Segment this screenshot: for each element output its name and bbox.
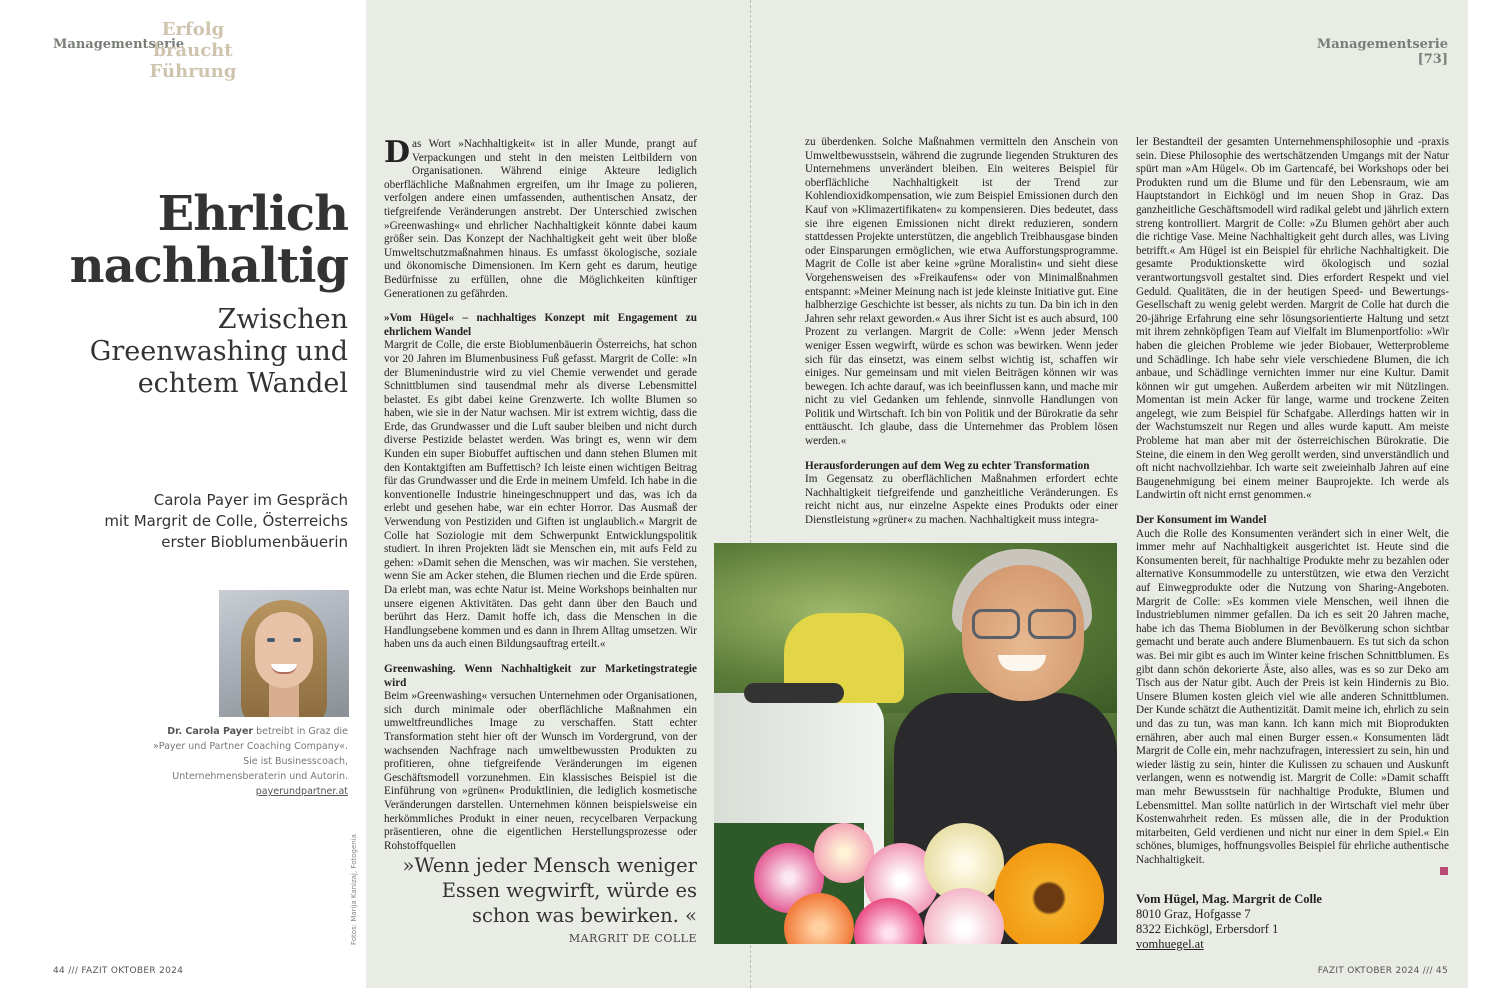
dropcap: D — [384, 135, 411, 170]
paragraph: Margrit de Colle, die erste Bioblumenbäuerin Österreichs, hat schon vor 20 Jahren im Blumenbusiness Fuß gefasst. Margrit de Colle: »In der Blumenindustrie wird zu viel Chemie verwendet und gerade Schnittblumen sind tausendmal mehr als diverse Lebensmittel belastet. Es gibt dabei keine Grenzwerte. Ich wollte Blumen so haben, wie sie in der Natur wachsen. Mir ist extrem wichtig, dass die Erde, das Grundwasser und die Luft sauber bleiben und nicht durch diverse Pestizide belastet werden. Was bringt es, wenn wir dem Kunden ein super Biobuffet auftischen und dann stehen Blumen mit den Kontaktgiften am Buffettisch? Ich leiste einen wichtigen Beitrag für das Grundwasser und die Erde in meinem Umfeld. Ich habe in die konventionelle Industrie hineingeschnuppert und das, was ich da erlebt und gesehen habe, war ein echter Horror. Das Ausmaß der Verwendung von Pestiziden und Giften ist unglaublich.« Margrit de Colle hat Soziologie mit dem Schwerpunkt Entwicklungspolitik studiert. In ihren Projekten lädt sie Menschen ein, mit aufs Feld zu gehen: »Damit sehen die Menschen, was wir machen. Sie verstehen, wenn Sie am Acker stehen, die Blumen riechen und die Erde spüren. Da erlebt man, was echte Natur ist. Meine Workshops beinhalten nur unsere eigenen Aktivitäten. Das geht dann über den Bauch und berührt das Herz. Damit hoffe ich, dass die Menschen in die Handlungsebene kommen und es dann in Ihrem Alltag umsetzen. Wir haben uns da auch einen Bildungsauftrag erteilt.« — [384, 339, 697, 651]
pull-quote: »Wenn jeder Mensch weniger Essen wegwirft, würde es schon was bewirken. « — [402, 854, 697, 927]
title-line: nachhaltig — [69, 238, 348, 294]
section-heading: Der Konsument im Wandel — [1136, 514, 1267, 527]
paragraph: Beim »Greenwashing« versuchen Unternehmen oder Organisationen, sich durch minimale oder oberflächliche Maßnahmen ein umweltfreundliches Image zu verschaffen. Statt echter Transformation steht hier oft der Wunsch im Vordergrund, von der wachsenden Nachfrage nach umweltbewussten Produkten zu profitieren, ohne tiefgreifende Veränderungen im eigenen Geschäftsmodell vorzunehmen. Ein klassisches Beispiel ist die Einführung von »grünen« Produktlinien, die lediglich kosmetische Veränderungen darstellen. Unternehmen können beispielsweise ein herkömmliches Produkt in einer neuen, recycelbaren Verpackung präsentieren, ohne die eigentlichen Herstellungsprozesse oder Rohstoffquellen — [384, 690, 697, 852]
article-title — [20, 188, 348, 292]
series-label-left: Managementserie — [53, 37, 185, 52]
photo-credit: Fotos: Marija Kanizaj, Fotogenia — [350, 834, 358, 945]
author-website-link[interactable]: payerundpartner.at — [255, 786, 348, 797]
end-mark-square — [1440, 867, 1448, 875]
paragraph: Auch die Rolle des Konsumenten verändert sich in einer Welt, die immer mehr auf Nachhaltigkeit ausgerichtet ist. Heute sind die Konsumenten bereit, für nachhaltige Produkte mehr zu bezahlen oder alternative Konsummodelle zu unterstützen, wie etwa den Verzicht auf Einwegprodukte oder die Nutzung von Sharing-Angeboten. Margrit de Colle: »Es kommen viele Menschen, weil ihnen die Industrieblumen nimmer gefallen. Da ich es seit 20 Jahren mache, habe ich das Thema Bioblumen in der Bevölkerung schon sichtbar gemacht und berate auch andere Blumenbauern. Es tut sich da schon was. Bei mir gibt es auch im Winter keine frischen Schnittblumen. Es gibt dann schön dekorierte Äste, also alles, was es so zur Deko am Tisch aus der Natur gibt. Auch der Preis ist kein Hindernis zu Bio. Unsere Blumen kosten gleich viel wie alle anderen Schnittblumen. Der Kunde schätzt die Authentizität. Damit meine ich, ehrlich zu sein und das zu tun, was man kann. Ich kann mich mit Bioprodukten ernähren, aber auch mal einen Burger essen.« Konsumenten lädt Margrit de Colle ein, mehr nachzufragen, interessiert zu sein, hin und wieder lästig zu sein, hinter die Kulissen zu schauen und Auskunft verlangen, wenn es notwendig ist. Margrit de Colle: »Damit schafft man mehr Bewusstsein für nachhaltige Produkte, Blumen und Lebensmittel. Man sollte natürlich in der Wirtschaft viel mehr über Kostenwahrheit reden. Es müssen alle, die in der Produktion mitarbeiten, Geld verdienen und nicht nur einer in dem Spiel.« Ein schönes, blumiges, hoffnungsvolles Beispiel für ehrliche authentische Nachhaltigkeit. — [1136, 527, 1449, 866]
section-heading: Greenwashing. Wenn Nachhaltigkeit zur Marketingstrategie wird — [384, 662, 697, 689]
logo-line: braucht — [153, 40, 233, 61]
footer-left: 44 /// FAZIT OKTOBER 2024 — [53, 966, 184, 976]
contact-box — [1136, 892, 1449, 952]
logo-line: Führung — [149, 61, 237, 82]
contact-website-link[interactable]: vomhuegel.at — [1136, 937, 1204, 951]
subtitle-line: echtem Wandel — [137, 368, 348, 399]
section-heading: Herausforderungen auf dem Weg zu echter Transformation — [805, 459, 1090, 472]
author-caption — [150, 724, 348, 799]
article-subtitle — [20, 304, 348, 400]
byline-line: erster Bioblumenbäuerin — [161, 533, 348, 551]
contact-name: Vom Hügel, Mag. Margrit de Colle — [1136, 892, 1322, 906]
right-page-margin — [1468, 0, 1500, 988]
subtitle-line: Greenwashing und — [89, 336, 348, 367]
text-column-2 — [805, 136, 1118, 528]
section-heading: »Vom Hügel« – nachhaltiges Konzept mit Engagement zu ehrlichem Wandel — [384, 312, 697, 338]
series-label-right: Managementserie [73] — [1316, 37, 1448, 67]
intro-paragraph: as Wort »Nachhaltigkeit« ist in aller Munde, prangt auf Verpackungen und steht in den meisten Leitbildern von Organisationen. Während einige Akteure lediglich oberflächliche Maßnahmen ergreifen, um ihr Image zu polieren, verfolgen andere einen umfassenden, authentischen Ansatz, der tiefgreifende Veränderungen anstrebt. Der Unterschied zwischen »Greenwashing« und ehrlicher Nachhaltigkeit könnte dabei kaum größer sein. Das Konzept der Nachhaltigkeit geht weit über bloße Umweltschutzmaßnahmen hinaus. Es umfasst ökologische, soziale und ökonomische Dimensionen. Im Kern geht es darum, heutige Bedürfnisse zu erfüllen, ohne die Möglichkeiten künftiger Generationen zu gefährden. — [384, 138, 697, 300]
interviewee-photo — [714, 543, 1117, 944]
byline-line: Carola Payer im Gespräch — [153, 491, 348, 509]
series-logo — [146, 19, 240, 82]
subtitle-line: Zwischen — [217, 304, 348, 335]
title-line: Ehrlich — [157, 186, 348, 242]
text-column-1 — [384, 135, 697, 853]
author-name: Dr. Carola Payer — [167, 726, 254, 737]
paragraph: zu überdenken. Solche Maßnahmen vermitteln den Anschein von Umweltbewusstsein, während die zugrunde liegenden Strukturen des Unternehmens unverändert bleiben. Ein weiteres Beispiel für oberflächliche Nachhaltigkeit ist der Trend zur Kohlendioxidkompensation, wie zum Beispiel Emissionen durch den Kauf von »Klimazertifikaten« zu kompensieren. Dies bedeutet, dass sie ihre eigenen Emissionen nicht direkt reduzieren, sondern stattdessen Projekte unterstützen, die angeblich Treibhausgase binden oder Einsparungen ermöglichen, wie etwa Aufforstungsprogramme. Magrit de Colle ist aber keine »grüne Moralistin« und sieht diese Vorgehensweisen des »Freikaufens« oder von Minimalßnahmen entspannt: »Meiner Meinung nach ist jede kleinste Initiative gut. Eine halbherzige Geschichte ist besser, als nichts zu tun. Da bin ich in den Jahren sehr relaxt geworden.« Aus ihrer Sicht ist es auch absurd, 100 Prozent zu verlangen. Margrit de Colle: »Wenn jeder Mensch weniger Essen wegwirft, würde es schon was bewirken. Wenn jeder sich für das einsetzt, was einem selbst wichtig ist, schaffen wir einiges. Nur gemeinsam und mit vielen Beiträgen können wir was bewegen. Ich achte darauf, was ich beeinflussen kann, und mache mir nicht zu viel Gedanken um fehlende, sinnvolle Handlungen von Politik und Wirtschaft. Ich bin von Politik und der Bürokratie da sehr enttäuscht. Ich glaube, dass die Unternehmer das Problem lösen werden.« — [805, 136, 1118, 448]
author-bio: betreibt in Graz die »Payer und Partner Coaching Company«. Sie ist Businesscoach, Unternehmensberaterin und Autorin. — [152, 726, 348, 782]
text-column-3 — [1136, 136, 1449, 867]
author-portrait — [219, 590, 349, 717]
logo-line: Erfolg — [161, 19, 225, 40]
pull-quote-author: MARGRIT DE COLLE — [568, 932, 697, 945]
paragraph: Im Gegensatz zu oberflächlichen Maßnahmen erfordert echte Nachhaltigkeit tiefgreifende und ganzheitliche Veränderungen. Es reicht nicht aus, nur einzelne Aspekte eines Produkts oder einer Dienstleistung »grüner« zu machen. Nachhaltigkeit muss integra- — [805, 473, 1118, 527]
paragraph: ler Bestandteil der gesamten Unternehmensphilosophie und -praxis sein. Diese Philosophie des wertschätzenden Umgangs mit der Natur spürt man »Am Hügel«. Ob im Gartencafé, bei Workshops oder bei Produkten rund um die Blume und für den Lebensraum, wie am Hauptstandort in Eichkögl und im neuen Shop in Graz. Das ganzheitliche Geschäftsmodell wird radikal gelebt und jährlich extern streng kontrolliert. Margrit de Colle: »Zu Blumen gehört aber auch die richtige Vase. Meine Nachhaltigkeit geht durch alles, was Living betrifft.« Am Hügel ist ein Beispiel für ehrliche Nachhaltigkeit. Die gesamte Produktionskette wird ökologisch und sozial verantwortungsvoll gestaltet sind. Dies erfordert Respekt und viel Geduld. Qualitäten, die in der heutigen Speed- und Bewertungs-Gesellschaft zu wenig gelebt werden. Margrit de Colle hat durch die 20-jährige Erfahrung eine sehr lösungsorientierte Haltung und setzt mit ihrem zehnköpfigen Team auf Vielfalt im Blumenportfolio: »Wir haben die gleichen Probleme wie jeder Biobauer, Wetterprobleme und Schädlinge. Ich habe sehr viele verschiedene Blumen, die ich anbaue, und Schädlinge vernichten immer nur eine Kultur. Damit können wir gut umgehen. Außerdem arbeiten wir mit Nützlingen. Momentan ist mein Acker für lange, warme und trockene Zeiten angelegt, wie zum Beispiel für Schafgabe. Allerdings hatten wir in der Wachstumszeit nur Regen und alles wurde kaputt. Am meiste Probleme hat man aber mit der österreichischen Bürokratie. Die Steine, die einem in den Weg gerollt werden, sind unverständlich und oft nicht nachvollziehbar. Ich warte seit zweieinhalb Jahren auf eine Baugenehmigung bei einem meiner Bauprojekte. Ich werde als Landwirtin oft nicht ernst genommen.« — [1136, 136, 1449, 502]
contact-address-1: 8010 Graz, Hofgasse 7 — [1136, 907, 1251, 921]
footer-right: FAZIT OKTOBER 2024 /// 45 — [1317, 966, 1448, 976]
byline-line: mit Margrit de Colle, Österreichs — [104, 512, 348, 530]
contact-address-2: 8322 Eichkögl, Erbersdorf 1 — [1136, 922, 1279, 936]
article-byline — [20, 490, 348, 553]
